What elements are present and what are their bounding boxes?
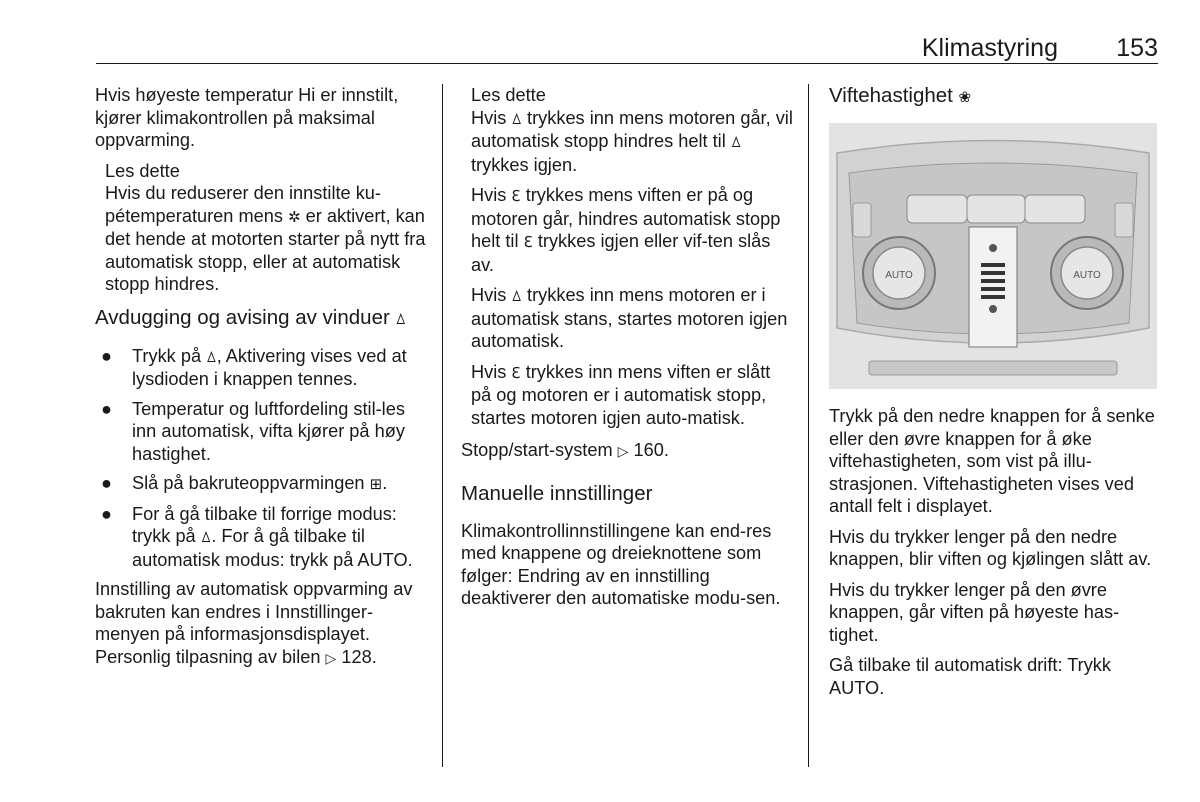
paragraph: Klimakontrollinnstillingene kan end-res med knappene og dreieknottene som følger: Endring av en innstilling deaktiverer den automatiske modu-sen.	[461, 520, 781, 608]
snowflake-icon: ✲	[288, 207, 301, 226]
note-box	[471, 84, 793, 429]
note-text: Hvis ℇ trykkes mens viften er på og motoren går, hindres automatisk stopp helt til ℇ trykkes igjen eller vif-ten slås av.	[471, 185, 781, 275]
paragraph: Trykk på den nedre knappen for å senke eller den øvre knappen for å øke viftehastigheten, som vist på illu-strasjonen. Viftehastigheten vises ved antall felt i displayet.	[829, 406, 1155, 516]
column-divider	[808, 84, 809, 767]
note-title: Les dette	[105, 160, 180, 181]
header-rule	[96, 63, 1158, 64]
column-3	[829, 84, 1161, 707]
left-knob-label: AUTO	[885, 270, 913, 281]
rear-window-heating-icon: ⊞	[369, 475, 383, 493]
note-text: Hvis du reduserer den innstilte ku-pétemperaturen mens ✲ er aktivert, kan det hende at motorten starter på nytt fra automatisk stopp, eller at automatisk stopp hindres.	[105, 183, 426, 294]
eco-fan-icon: ℇ	[523, 233, 533, 251]
bullet-list	[95, 345, 427, 572]
front-defrost-icon: ꕔ	[511, 109, 522, 128]
note-text: Hvis ꕔ trykkes inn mens motoren er i automatisk stans, startes motoren igjen automatisk.	[471, 285, 788, 351]
paragraph: Hvis du trykker lenger på den nedre knappen, blir viften og kjølingen slått av.	[829, 526, 1152, 569]
climate-panel-illustration	[829, 123, 1157, 389]
reference-arrow-icon: ▷	[325, 650, 337, 667]
eco-fan-icon: ℇ	[511, 187, 521, 205]
paragraph: Hvis du trykker lenger på den øvre knappen, går viften på høyeste has-tighet.	[829, 579, 1120, 645]
section-heading: Manuelle innstillinger	[461, 481, 653, 505]
note-title: Les dette	[471, 85, 546, 105]
cross-reference: Stopp/start-system ▷ 160.	[461, 440, 669, 460]
paragraph: Hvis høyeste temperatur Hi er innstilt, kjører klimakontrollen på maksimal oppvarming.	[95, 85, 399, 150]
note-text: Hvis ꕔ trykkes inn mens motoren går, vil automatisk stopp hindres helt til ꕔ trykkes igjen.	[471, 107, 793, 175]
list-item: ● Trykk på ꕔ, Aktivering vises ved at lysdioden i knappen tennes.	[101, 345, 407, 389]
fan-icon: ❀	[958, 88, 972, 106]
page-number: 153	[1116, 34, 1158, 62]
eco-fan-icon: ℇ	[511, 363, 521, 382]
front-defrost-icon: ꕔ	[395, 309, 407, 328]
front-defrost-icon: ꕔ	[730, 133, 742, 151]
header-title: Klimastyring	[921, 34, 1058, 62]
list-item: ● For å gå tilbake til forrige modus: trykk på ꕔ. For å gå tilbake til automatisk modus: trykk på AUTO.	[101, 503, 413, 570]
list-item: ● Temperatur og luftfordeling stil-les inn automatisk, vifta kjører på høy hastighet.	[101, 398, 405, 464]
reference-arrow-icon: ▷	[617, 444, 629, 460]
section-heading: Avdugging og avising av vinduer ꕔ	[95, 305, 407, 329]
column-1	[95, 84, 427, 678]
right-knob-label: AUTO	[1073, 270, 1101, 281]
climate-panel-drawing	[829, 123, 1157, 389]
front-defrost-icon: ꕔ	[511, 287, 522, 305]
paragraph: Innstilling av automatisk oppvarming av bakruten kan endres i Innstillinger-menyen på informasjonsdisplayet. Personlig tilpasning av bilen ▷ 128.	[95, 579, 413, 667]
note-box	[105, 160, 427, 296]
column-2	[461, 84, 793, 618]
section-heading: Viftehastighet ❀	[829, 84, 972, 107]
front-defrost-icon: ꕔ	[206, 347, 217, 366]
front-defrost-icon: ꕔ	[200, 528, 212, 546]
column-divider	[442, 84, 443, 767]
list-item: ● Slå på bakruteoppvarmingen ⊞.	[95, 472, 427, 496]
paragraph: Gå tilbake til automatisk drift: Trykk AUTO.	[829, 655, 1111, 698]
note-text: Hvis ℇ trykkes inn mens viften er slått på og motoren er i automatisk stopp, startes motoren igjen auto-matisk.	[471, 361, 771, 428]
